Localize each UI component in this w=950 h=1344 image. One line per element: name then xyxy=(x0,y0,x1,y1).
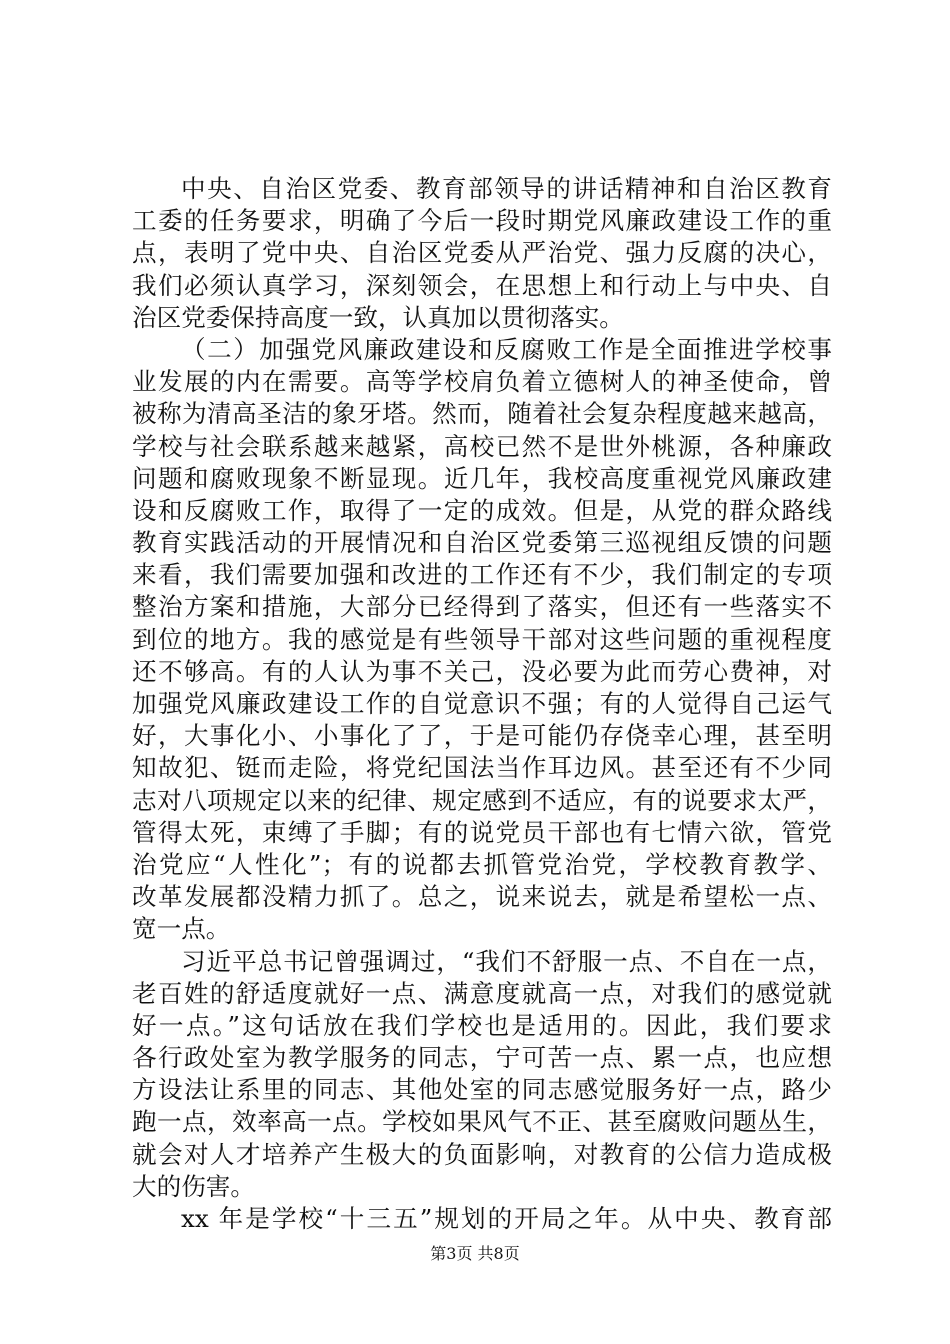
text-line: 改革发展都没精力抓了。总之，说来说去，就是希望松一点、 xyxy=(132,882,832,912)
text-line: 志对八项规定以来的纪律、规定感到不适应，有的说要求太严， xyxy=(132,785,832,815)
text-line: 还不够高。有的人认为事不关己，没必要为此而劳心费神，对 xyxy=(132,656,832,686)
text-line: 好一点。”这句话放在我们学校也是适用的。因此，我们要求 xyxy=(132,1010,832,1040)
text-line: 老百姓的舒适度就好一点、满意度就高一点，对我们的感觉就 xyxy=(132,978,832,1008)
text-line: xx 年是学校“十三五”规划的开局之年。从中央、教育部 xyxy=(181,1204,832,1233)
text-line: 被称为清高圣洁的象牙塔。然而，随着社会复杂程度越来越高， xyxy=(132,399,832,429)
text-line: 治党应“人性化”；有的说都去抓管党治党，学校教育教学、 xyxy=(132,849,832,879)
text-line: 各行政处室为教学服务的同志，宁可苦一点、累一点，也应想 xyxy=(132,1043,832,1073)
text-line: 教育实践活动的开展情况和自治区党委第三巡视组反馈的问题 xyxy=(132,528,832,558)
text-line: 工委的任务要求，明确了今后一段时期党风廉政建设工作的重 xyxy=(132,206,832,236)
page-number-footer: 第3页 共8页 xyxy=(430,1244,520,1263)
text-line: 知故犯、铤而走险，将党纪国法当作耳边风。甚至还有不少同 xyxy=(132,753,832,783)
text-line: 治区党委保持高度一致，认真加以贯彻落实。 xyxy=(132,302,624,332)
text-line: 加强党风廉政建设工作的自觉意识不强；有的人觉得自己运气 xyxy=(132,689,832,718)
text-line: 好，大事化小、小事化了了，于是可能仍存侥幸心理，甚至明 xyxy=(132,721,832,751)
text-line: 宽一点。 xyxy=(132,914,231,944)
document-body xyxy=(132,173,832,1235)
text-line: 到位的地方。我的感觉是有些领导干部对这些问题的重视程度 xyxy=(132,624,832,654)
text-line: 大的伤害。 xyxy=(132,1171,255,1201)
text-line: 跑一点，效率高一点。学校如果风气不正、甚至腐败问题丛生， xyxy=(132,1107,832,1137)
text-line: 方设法让系里的同志、其他处室的同志感觉服务好一点，路少 xyxy=(132,1075,832,1105)
text-line: 我们必须认真学习，深刻领会，在思想上和行动上与中央、自 xyxy=(132,270,832,300)
text-line: 整治方案和措施，大部分已经得到了落实，但还有一些落实不 xyxy=(132,592,832,622)
text-line: 管得太死，束缚了手脚；有的说党员干部也有七情六欲，管党 xyxy=(132,817,832,847)
text-line: 问题和腐败现象不断显现。近几年，我校高度重视党风廉政建 xyxy=(132,463,832,493)
text-line: 业发展的内在需要。高等学校肩负着立德树人的神圣使命，曾 xyxy=(132,367,832,397)
text-line: （二）加强党风廉政建设和反腐败工作是全面推进学校事 xyxy=(181,334,832,364)
text-line: 中央、自治区党委、教育部领导的讲话精神和自治区教育 xyxy=(181,174,832,203)
text-line: 点，表明了党中央、自治区党委从严治党、强力反腐的决心， xyxy=(132,238,832,268)
text-line: 就会对人才培养产生极大的负面影响，对教育的公信力造成极 xyxy=(132,1139,832,1169)
text-line: 设和反腐败工作，取得了一定的成效。但是，从党的群众路线 xyxy=(132,495,832,525)
text-line: 习近平总书记曾强调过，“我们不舒服一点、不自在一点， xyxy=(181,946,832,976)
text-line: 学校与社会联系越来越紧，高校已然不是世外桃源，各种廉政 xyxy=(132,431,832,461)
text-line: 来看，我们需要加强和改进的工作还有不少，我们制定的专项 xyxy=(132,560,832,590)
